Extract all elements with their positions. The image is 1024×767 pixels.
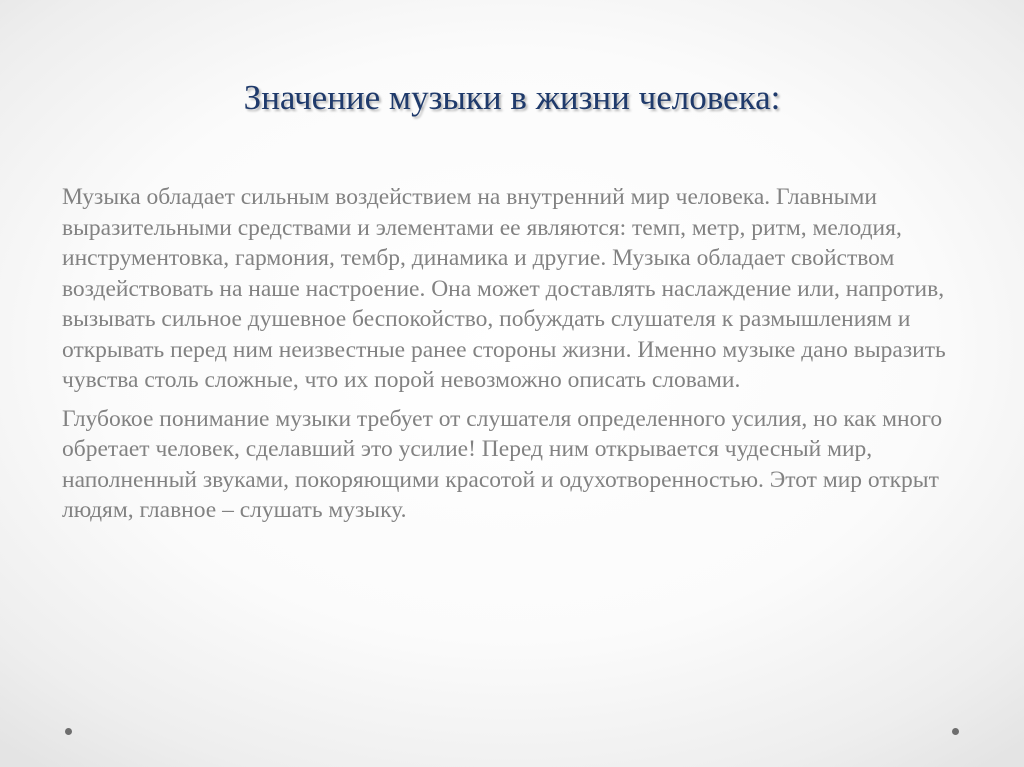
slide-body — [62, 182, 968, 534]
paragraph-2: Глубокое понимание музыки требует от слушателя определенного усилия, но как много обретает человек, сделавший это усилие! Перед ним открывается чудесный мир, наполненный звуками, покоряющими красотой и одухотворенностью. Этот мир открыт людям, главное – слушать музыку. — [62, 405, 943, 523]
slide-title: Значение музыки в жизни человека: — [243, 78, 781, 117]
decorative-dot-left — [65, 728, 72, 735]
decorative-dot-right — [952, 728, 959, 735]
paragraph-1: Музыка обладает сильным воздействием на внутренний мир человека. Главными выразительными средствами и элементами ее являются: темп, метр, ритм, мелодия, инструментовка, гармония, тембр, динамика и другие. Музыка обладает свойством воздействовать на наше настроение. Она может доставлять наслаждение или, напротив, вызывать сильное душевное беспокойство, побуждать слушателя к размышлениям и открывать перед ним неизвестные ранее стороны жизни. Именно музыке дано выразить чувства столь сложные, что их порой невозможно описать словами. — [62, 184, 946, 393]
